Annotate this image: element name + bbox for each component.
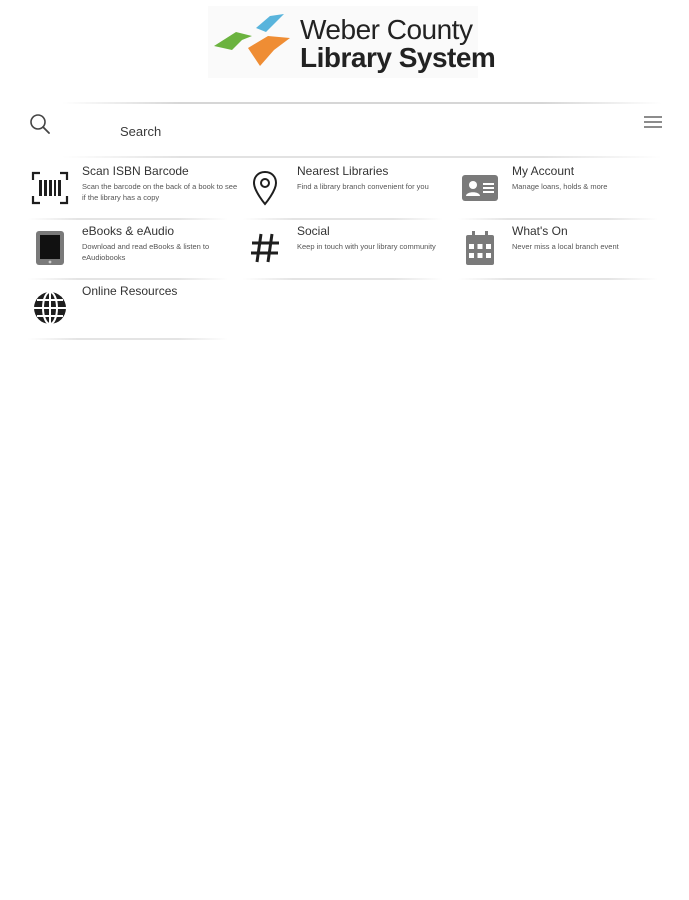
tile-divider: [28, 338, 228, 340]
tile-social[interactable]: [243, 222, 443, 278]
tile-divider: [458, 218, 658, 220]
tile-my-account[interactable]: [458, 162, 658, 218]
tile-divider: [243, 278, 443, 280]
tile-online-resources[interactable]: [28, 282, 228, 338]
tile-description: Manage loans, holds & more: [512, 182, 608, 191]
tile-description: Find a library branch convenient for you: [297, 182, 429, 191]
tile-title: Scan ISBN Barcode: [82, 164, 189, 178]
search-bar-top-divider: [62, 102, 662, 104]
logo-text-line1: Weber County: [300, 14, 473, 45]
id-card-icon: [460, 168, 500, 208]
logo-leaves-icon: [212, 10, 302, 74]
tile-description: Download and read eBooks & listen to eAudiobooks: [82, 242, 210, 262]
tile-title: Online Resources: [82, 284, 178, 298]
globe-icon: [30, 288, 70, 328]
tile-divider: [28, 278, 228, 280]
header: [0, 0, 689, 90]
tile-description: Scan the barcode on the back of a book to see if the library has a copy: [82, 182, 238, 202]
tile-description: Keep in touch with your library community: [297, 242, 436, 251]
search-bar: [22, 100, 672, 158]
tile-title: What's On: [512, 224, 568, 238]
tile-divider: [458, 278, 658, 280]
search-bar-bottom-divider: [62, 156, 662, 158]
tile-title: Social: [297, 224, 330, 238]
map-pin-icon: [245, 168, 285, 208]
tile-nearest-libraries[interactable]: [243, 162, 443, 218]
tile-title: Nearest Libraries: [297, 164, 389, 178]
tile-title: eBooks & eAudio: [82, 224, 175, 238]
tile-description: Never miss a local branch event: [512, 242, 619, 251]
tablet-icon: [30, 228, 70, 268]
search-input[interactable]: [118, 118, 598, 144]
tile-title: My Account: [512, 164, 575, 178]
tile-divider: [243, 218, 443, 220]
hashtag-icon: [245, 228, 285, 268]
calendar-icon: [460, 228, 500, 268]
tile-whats-on[interactable]: [458, 222, 658, 278]
tile-divider: [28, 218, 228, 220]
barcode-scan-icon: [30, 168, 70, 208]
hamburger-menu-icon[interactable]: [642, 112, 664, 132]
library-logo[interactable]: [208, 6, 496, 78]
tile-ebooks-eaudio[interactable]: [28, 222, 228, 278]
search-icon[interactable]: [28, 112, 52, 136]
tile-scan-isbn-barcode[interactable]: [28, 162, 238, 218]
logo-text-line2: Library System: [300, 42, 496, 73]
